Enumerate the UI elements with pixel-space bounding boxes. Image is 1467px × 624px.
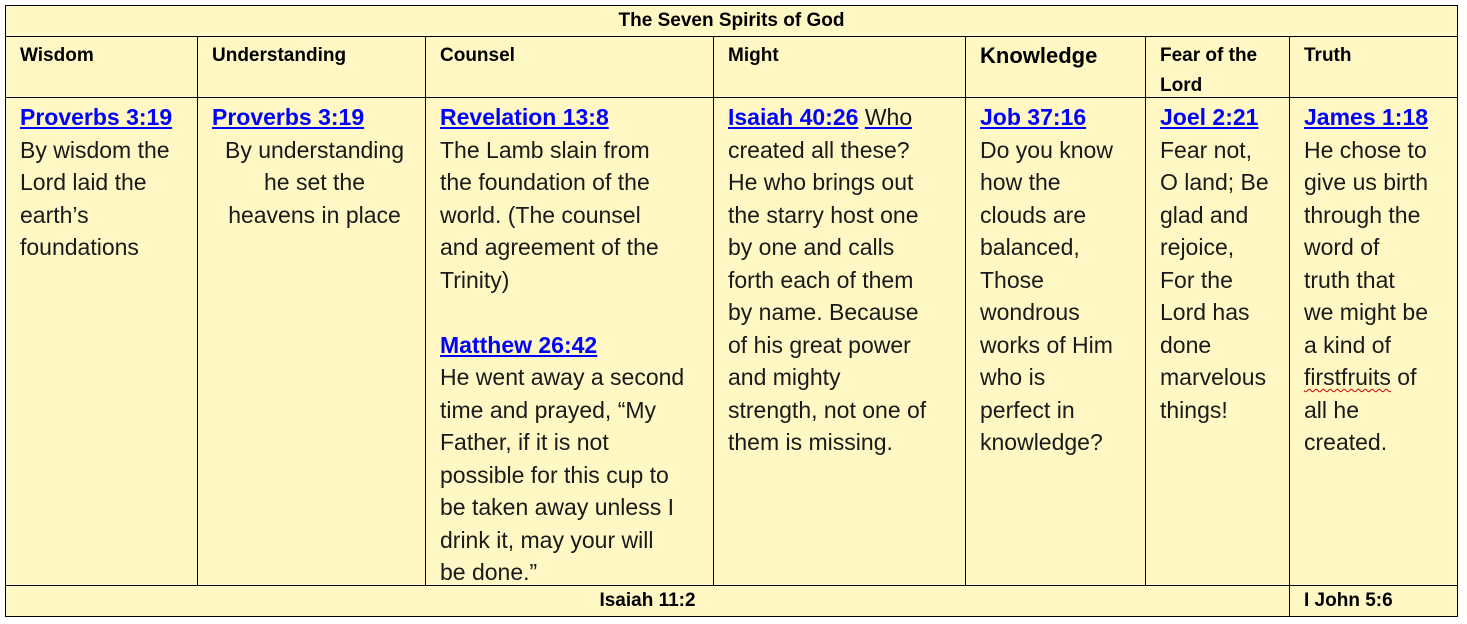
cell-line: perfect in xyxy=(980,396,1075,423)
cell-line: Lord has xyxy=(1160,299,1250,325)
cell-line: and mighty xyxy=(728,364,841,390)
scripture-link[interactable]: Joel 2:21 xyxy=(1160,104,1259,130)
cell-line: all he xyxy=(1304,396,1359,423)
cell-line: earth’s xyxy=(20,201,89,228)
cell-line: forth each of them xyxy=(728,266,914,293)
cell-line: Those xyxy=(980,266,1044,293)
cell-line: foundations xyxy=(20,234,139,260)
header-counsel: Counsel xyxy=(440,45,515,66)
cell-line: be done.” xyxy=(440,559,538,584)
cell-line: glad and xyxy=(1160,201,1249,228)
cell-line: things! xyxy=(1160,396,1228,423)
cell-line: word of xyxy=(1304,234,1380,260)
cell-line: created all these? xyxy=(728,136,910,163)
cell-line: we might be xyxy=(1304,299,1429,325)
cell-line: through the xyxy=(1304,201,1421,228)
cell-line: he set the xyxy=(263,169,366,195)
cell-line: them is missing. xyxy=(728,429,893,455)
scripture-link[interactable]: Matthew 26:42 xyxy=(440,331,598,358)
footer-reference-left: Isaiah 11:2 xyxy=(599,590,696,611)
cell-line: be taken away unless I xyxy=(440,494,674,520)
might-ref-line xyxy=(728,101,965,134)
scripture-link[interactable]: Revelation 13:8 xyxy=(440,104,609,130)
table-title: The Seven Spirits of God xyxy=(618,10,845,31)
header-fear-of-the-lord xyxy=(1146,37,1289,96)
cell-line: world. (The counsel xyxy=(440,201,641,228)
cell-line: created. xyxy=(1304,429,1388,455)
cell-line xyxy=(1304,361,1457,394)
cell-line: Do you know xyxy=(980,136,1113,163)
seven-spirits-table xyxy=(5,5,1458,617)
scripture-link[interactable]: James 1:18 xyxy=(1304,104,1429,130)
cell-line: truth that xyxy=(1304,266,1395,293)
cell-understanding xyxy=(198,98,425,584)
cell-line: Lord laid the xyxy=(20,169,147,195)
scripture-link[interactable]: Proverbs 3:19 xyxy=(212,104,365,130)
cell-line: knowledge? xyxy=(980,429,1103,455)
cell-line: how the xyxy=(980,169,1061,195)
header-knowledge: Knowledge xyxy=(980,43,1098,68)
spellcheck-flagged-word[interactable]: firstfruits xyxy=(1304,364,1391,390)
cell-line: by name. Because xyxy=(728,299,919,325)
cell-line: By wisdom the xyxy=(20,136,170,163)
cell-line: Father, if it is not xyxy=(440,429,609,455)
paragraph-gap xyxy=(440,296,713,329)
header-truth: Truth xyxy=(1304,45,1352,66)
cell-line: He went away a second xyxy=(440,364,685,390)
cell-line: done xyxy=(1160,331,1212,358)
cell-line: rejoice, xyxy=(1160,234,1235,260)
cell-line: Trinity) xyxy=(440,266,510,293)
cell-line: He who brings out xyxy=(728,169,914,195)
scripture-link[interactable]: Job 37:16 xyxy=(980,104,1087,130)
cell-line: works of Him xyxy=(980,331,1113,358)
cell-might xyxy=(714,98,965,584)
cell-line: The Lamb slain from xyxy=(440,136,650,163)
cell-line: heavens in place xyxy=(228,201,401,228)
cell-line: the foundation of the xyxy=(440,169,650,195)
cell-knowledge xyxy=(966,98,1145,584)
cell-line: balanced, xyxy=(980,234,1080,260)
header-wisdom: Wisdom xyxy=(20,45,94,66)
header-fear-line-1: Fear of the xyxy=(1160,45,1258,66)
ref-trailing-text: Who xyxy=(864,104,913,130)
cell-line: wondrous xyxy=(980,299,1080,325)
cell-line: who is xyxy=(980,364,1046,390)
cell-line: time and prayed, “My xyxy=(440,396,657,423)
cell-line: and agreement of the xyxy=(440,234,659,260)
cell-line: of his great power xyxy=(728,331,911,358)
cell-line: give us birth xyxy=(1304,169,1429,195)
cell-line: He chose to xyxy=(1304,136,1427,163)
cell-line-tail: of xyxy=(1390,364,1417,390)
cell-fear-of-the-lord xyxy=(1146,98,1289,584)
cell-truth xyxy=(1290,98,1457,584)
cell-line: a kind of xyxy=(1304,331,1391,358)
footer-reference-right: I John 5:6 xyxy=(1304,590,1393,611)
header-understanding: Understanding xyxy=(212,45,347,66)
cell-line: drink it, may your will xyxy=(440,526,654,553)
cell-line: clouds are xyxy=(980,201,1087,228)
cell-line: possible for this cup to xyxy=(440,461,669,488)
cell-line: For the xyxy=(1160,266,1233,293)
cell-wisdom xyxy=(6,98,197,584)
cell-line: marvelous xyxy=(1160,364,1267,390)
cell-line: O land; Be xyxy=(1160,169,1269,195)
scripture-link[interactable]: Proverbs 3:19 xyxy=(20,104,173,130)
cell-line: the starry host one xyxy=(728,201,919,228)
cell-line: By understanding xyxy=(224,136,404,163)
header-fear-line-2: Lord xyxy=(1160,75,1203,96)
cell-counsel xyxy=(426,98,713,584)
header-might: Might xyxy=(728,45,779,66)
cell-line: Fear not, xyxy=(1160,136,1253,163)
scripture-link[interactable]: Isaiah 40:26 xyxy=(728,104,859,130)
cell-line: strength, not one of xyxy=(728,396,927,423)
cell-line: by one and calls xyxy=(728,234,895,260)
